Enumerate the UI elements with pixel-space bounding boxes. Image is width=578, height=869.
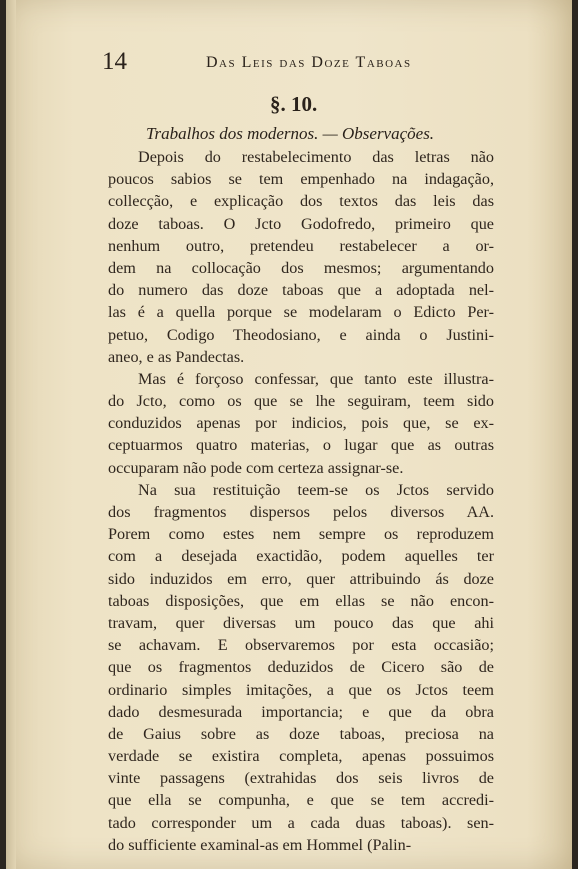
text-line: de Gaius sobre as doze taboas, preciosa na xyxy=(108,724,494,743)
body-text xyxy=(108,146,494,856)
text-line: doze taboas. O Jcto Godofredo, primeiro que xyxy=(108,214,494,233)
text-line: taboas disposições, que em ellas se não encon- xyxy=(108,591,494,610)
text-line: travam, quer diversas um pouco das que ahi xyxy=(108,613,494,632)
paragraph xyxy=(108,146,494,368)
text-line: que ella se compunha, e que se tem accredi- xyxy=(108,791,494,810)
text-line: Na sua restituição teem-se os Jctos servido xyxy=(138,480,494,499)
text-line: dado desmesurada importancia; e que da obra xyxy=(108,702,494,721)
book-page xyxy=(6,0,572,869)
text-line: do numero das doze taboas que a adoptada nel- xyxy=(108,281,494,300)
text-line: nenhum outro, pretendeu restabelecer a or- xyxy=(108,236,494,255)
text-line: las é a quella porque se modelaram o Edicto Per- xyxy=(108,303,494,322)
text-line: do Jcto, como os que se lhe seguiram, teem sido xyxy=(108,392,494,411)
text-line: collecção, e explicação dos textos das leis das xyxy=(108,192,494,211)
section-subtitle: Trabalhos dos modernos. — Observações. xyxy=(146,124,435,143)
text-line: dos fragmentos dispersos pelos diversos AA. xyxy=(108,503,494,521)
text-line: verdade se existira completa, apenas possuimos xyxy=(108,747,494,766)
page-header xyxy=(102,44,502,84)
text-line: aneo, e as Pandectas. xyxy=(108,347,245,366)
text-line: do sufficiente examinal-as em Hommel (Palin- xyxy=(108,835,412,854)
text-line: ordinario simples imitações, a que os Jctos teem xyxy=(108,680,494,699)
paragraph xyxy=(108,368,494,479)
paragraph xyxy=(108,479,494,856)
text-line: tado corresponder um a cada duas taboas). sen- xyxy=(108,813,494,832)
text-line: Depois do restabelecimento das letras não xyxy=(138,148,494,166)
text-line: sido induzidos em erro, quer attribuindo ás doze xyxy=(108,569,494,588)
text-line: vinte passagens (extrahidas dos seis livros de xyxy=(108,769,494,788)
page-number: 14 xyxy=(102,48,127,75)
text-line: que os fragmentos deduzidos de Cicero são de xyxy=(108,658,494,677)
text-line: Porem como estes nem sempre os reproduzem xyxy=(108,525,494,544)
text-line: dem na collocação dos mesmos; argumentando xyxy=(108,258,494,277)
section-heading: §. 10. xyxy=(270,92,318,116)
text-line: conduzidos apenas por indicios, pois que, se ex- xyxy=(108,414,494,433)
text-line: se achavam. E observaremos por esta occasião; xyxy=(108,636,494,655)
text-line: occuparam não pode com certeza assignar-se. xyxy=(108,458,404,477)
text-line: com a desejada exactidão, podem aquelles ter xyxy=(108,547,494,566)
text-line: poucos sabios se tem empenhado na indagação, xyxy=(108,170,494,189)
text-line: Mas é forçoso confessar, que tanto este illustra- xyxy=(138,369,494,388)
text-line: petuo, Codigo Theodosiano, e ainda o Justini- xyxy=(108,325,494,344)
text-line: ceptuarmos quatro materias, o lugar que as outras xyxy=(108,436,494,455)
running-title: Das Leis das Doze Taboas xyxy=(206,54,412,71)
page-gutter xyxy=(6,0,16,869)
